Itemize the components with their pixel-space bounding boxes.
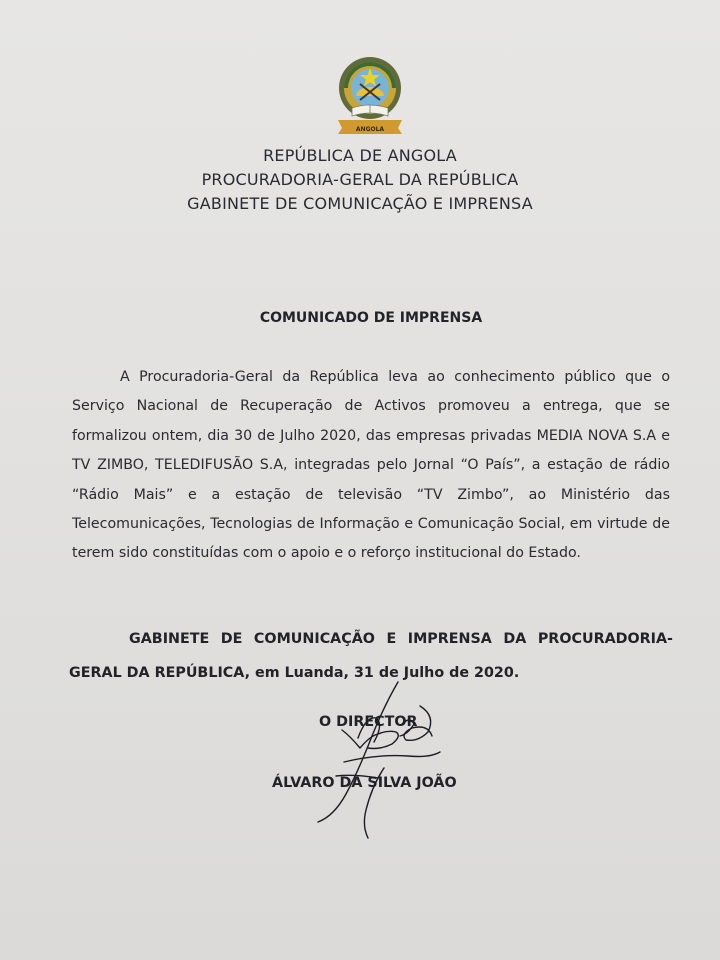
closing-paragraph: GABINETE DE COMUNICAÇÃO E IMPRENSA DA PROCURADORIA-GERAL DA REPÚBLICA, em Luanda, 31 de Julho de 2020. (69, 631, 673, 681)
document-header (0, 144, 720, 216)
signatory-name: ÁLVARO DA SILVA JOÃO (272, 775, 457, 791)
handwritten-signature-icon (280, 676, 460, 846)
header-institution: PROCURADORIA-GERAL DA REPÚBLICA (201, 170, 519, 189)
header-office: GABINETE DE COMUNICAÇÃO E IMPRENSA (187, 194, 533, 213)
emblem-banner-text: ANGOLA (355, 126, 385, 133)
signatory-role: O DIRECTOR (319, 714, 418, 730)
header-country: REPÚBLICA DE ANGOLA (263, 146, 457, 165)
body-paragraph: A Procuradoria-Geral da República leva ao conhecimento público que o Serviço Nacional de Recuperação de Activos promoveu a entrega, que se formalizou ontem, dia 30 de Julho 2020, das empresas privadas MEDIA NOVA S.A e TV ZIMBO, TELEDIFUSÃO S.A, integradas pelo Jornal “O País”, a estação de rádio “Rádio Mais” e a estação de televisão “TV Zimbo”, ao Ministério das Telecomunicações, Tecnologias de Informação e Comunicação Social, em virtude de terem sido constituídas com o apoio e o reforço institucional do Estado. (72, 369, 670, 562)
document-title: COMUNICADO DE IMPRENSA (259, 310, 483, 326)
coat-of-arms-icon (332, 52, 408, 136)
